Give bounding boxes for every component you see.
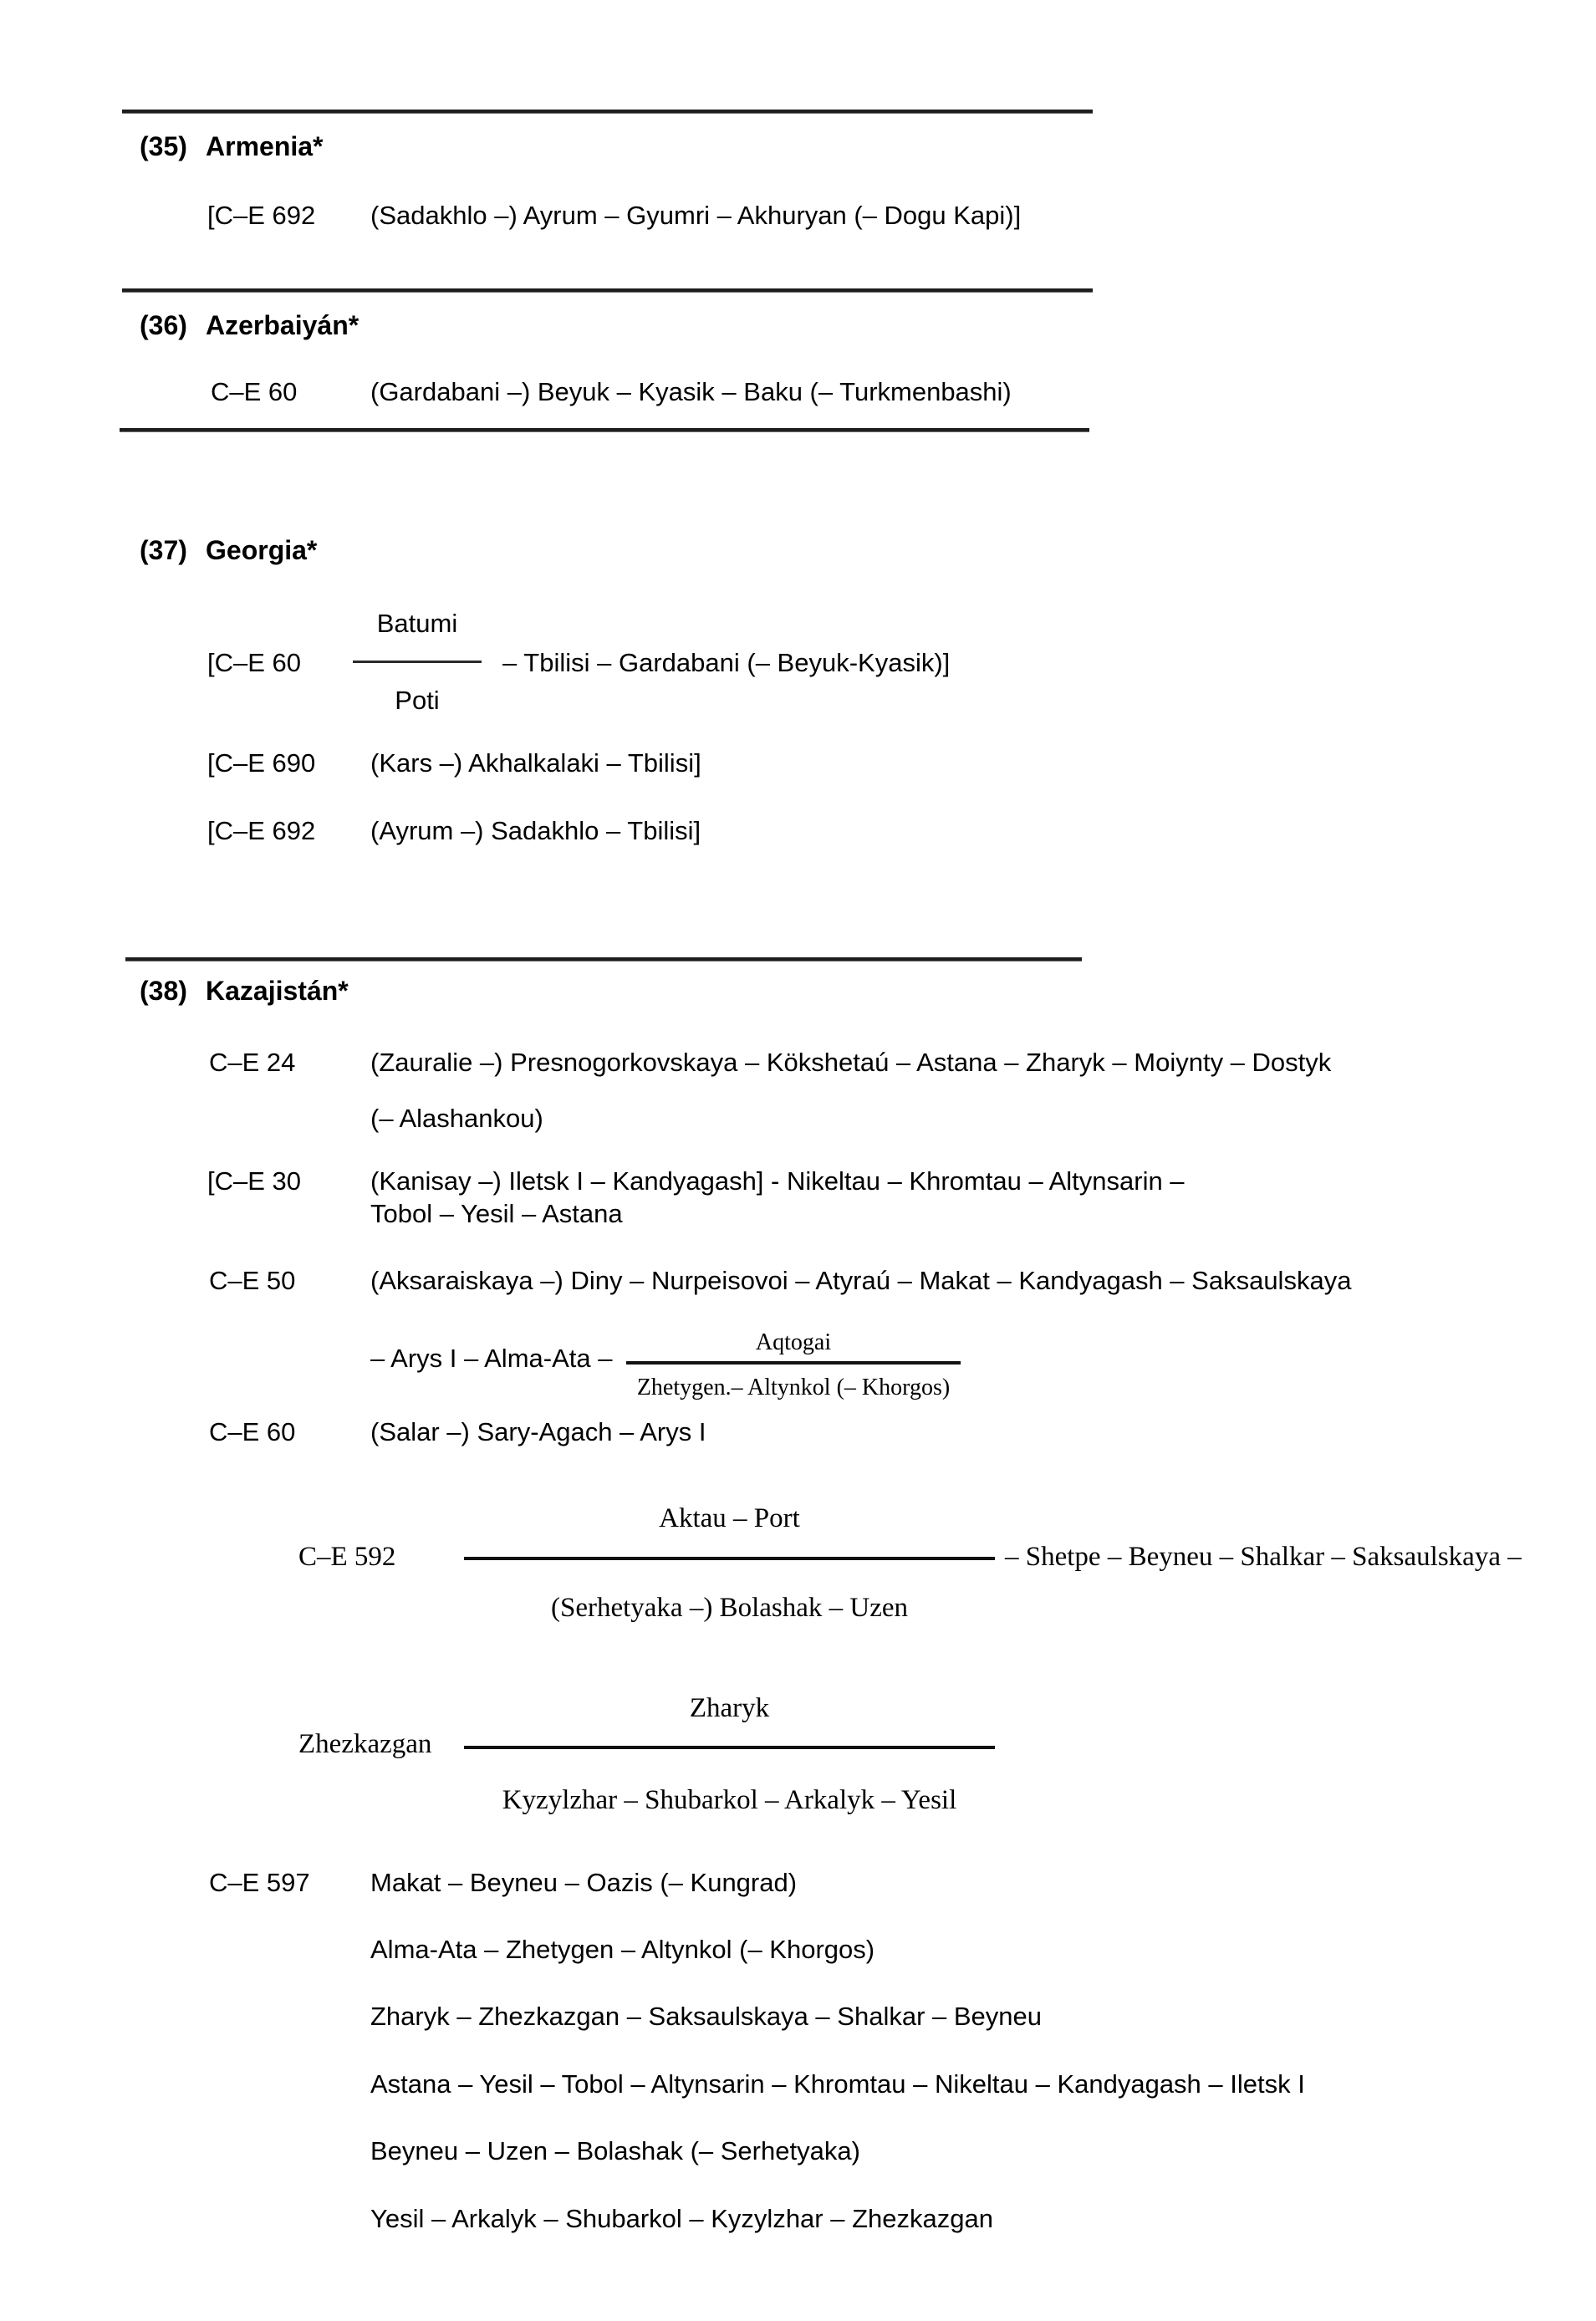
section-number: (38) <box>140 976 187 1006</box>
section-heading-azerbaijan <box>140 310 359 341</box>
fraction-top: Zharyk <box>689 1693 770 1723</box>
route-stations-continued: (– Alashankou) <box>370 1104 543 1133</box>
section-number: (36) <box>140 310 187 340</box>
route-label: Zhezkazgan <box>298 1729 432 1759</box>
fraction-bottom: Kyzylzhar – Shubarkol – Arkalyk – Yesil <box>502 1785 957 1815</box>
route-stations: (Gardabani –) Beyuk – Kyasik – Baku (– Turkmenbashi) <box>370 377 1012 406</box>
route-label: [C–E 60 <box>207 648 302 677</box>
fraction-bar <box>626 1361 961 1365</box>
section-heading-armenia <box>140 131 324 162</box>
fraction-bar <box>353 661 482 663</box>
section-divider <box>125 957 1082 962</box>
section-title: Kazajistán* <box>206 976 349 1006</box>
fraction-bottom: (Serhetyaka –) Bolashak – Uzen <box>550 1593 909 1623</box>
section-title: Georgia* <box>206 535 318 565</box>
route-label: C–E 60 <box>211 377 298 406</box>
section-divider <box>122 288 1093 293</box>
fraction-bottom: Zhetygen.– Altynkol (– Khorgos) <box>636 1375 951 1400</box>
route-label: [C–E 30 <box>207 1166 302 1196</box>
section-heading-georgia <box>140 535 317 566</box>
fraction-bar <box>464 1746 995 1749</box>
route-stations: (Aksaraiskaya –) Diny – Nurpeisovoi – Atyraú – Makat – Kandyagash – Saksaulskaya <box>370 1266 1352 1295</box>
section-title: Azerbaiyán* <box>206 310 359 340</box>
route-stations: Astana – Yesil – Tobol – Altynsarin – Khromtau – Nikeltau – Kandyagash – Iletsk I <box>370 2069 1305 2099</box>
route-stations: Makat – Beyneu – Oazis (– Kungrad) <box>370 1868 798 1897</box>
route-label: C–E 50 <box>209 1266 296 1295</box>
fraction-top: Batumi <box>376 609 458 638</box>
route-stations: – Shetpe – Beyneu – Shalkar – Saksaulskaya – <box>1005 1542 1522 1572</box>
route-stations: – Tbilisi – Gardabani (– Beyuk-Kyasik)] <box>502 648 951 677</box>
route-label: [C–E 692 <box>207 201 316 230</box>
route-label: C–E 24 <box>209 1048 296 1077</box>
route-label: C–E 60 <box>209 1417 296 1446</box>
route-label: C–E 592 <box>298 1542 396 1572</box>
section-heading-kazakhstan <box>140 976 349 1007</box>
route-stations: (Sadakhlo –) Ayrum – Gyumri – Akhuryan (– Dogu Kapi)] <box>370 201 1022 230</box>
route-stations: (Zauralie –) Presnogorkovskaya – Kökshetaú – Astana – Zharyk – Moiynty – Dostyk <box>370 1048 1332 1077</box>
route-stations: (Salar –) Sary-Agach – Arys I <box>370 1417 706 1446</box>
route-stations: Alma-Ata – Zhetygen – Altynkol (– Khorgos) <box>370 1935 875 1964</box>
section-title: Armenia* <box>206 131 324 161</box>
route-label: [C–E 692 <box>207 816 316 845</box>
section-number: (35) <box>140 131 187 161</box>
fraction-top: Aktau – Port <box>659 1503 800 1533</box>
route-label: C–E 597 <box>209 1868 310 1897</box>
section-number: (37) <box>140 535 187 565</box>
route-stations: (Ayrum –) Sadakhlo – Tbilisi] <box>370 816 701 845</box>
route-label: [C–E 690 <box>207 748 316 778</box>
route-stations: Zharyk – Zhezkazgan – Saksaulskaya – Shalkar – Beyneu <box>370 2002 1043 2031</box>
fraction-top: Aqtogai <box>755 1329 832 1355</box>
route-stations-continued: – Arys I – Alma-Ata – <box>370 1344 613 1373</box>
fraction-bar <box>464 1557 995 1560</box>
fraction-bottom: Poti <box>395 686 440 715</box>
route-stations: (Kars –) Akhalkalaki – Tbilisi] <box>370 748 701 778</box>
route-stations-continued: Tobol – Yesil – Astana <box>370 1199 623 1228</box>
route-stations: Yesil – Arkalyk – Shubarkol – Kyzylzhar – Zhezkazgan <box>370 2204 993 2233</box>
section-divider <box>122 110 1093 114</box>
route-stations: Beyneu – Uzen – Bolashak (– Serhetyaka) <box>370 2136 860 2165</box>
route-stations: (Kanisay –) Iletsk I – Kandyagash] - Nikeltau – Khromtau – Altynsarin – <box>370 1166 1185 1196</box>
section-divider <box>120 428 1089 432</box>
